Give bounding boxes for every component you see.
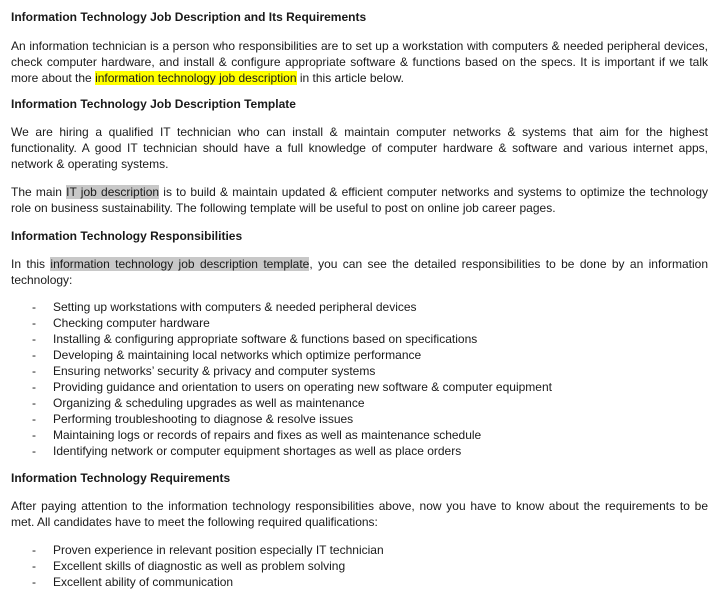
bullet-dash: - [32,316,36,330]
main-text-end: is to build & maintain updated & efficient computer networks and systems to optimize the technology role on business sustainability. The following template will be useful to post on online job career pages. [11,185,708,215]
bullet-dash: - [32,348,36,362]
list-item-text: Organizing & scheduling upgrades as well as maintenance [53,396,365,410]
list-item-text: Proven experience in relevant position especially IT technician [53,543,384,557]
bullet-dash: - [32,300,36,314]
list-item-text: Excellent skills of diagnostic as well as problem solving [53,559,346,573]
bullet-dash: - [32,559,36,573]
bullet-dash: - [32,364,36,378]
highlighted-link-job-description[interactable]: information technology job description [95,71,297,85]
list-item-text: Providing guidance and orientation to users on operating new software & computer equipment [53,380,552,394]
bullet-dash: - [32,332,36,346]
bullet-dash: - [32,575,36,589]
resp-intro-text: In this [11,257,51,271]
list-item-text: Performing troubleshooting to diagnose & resolve issues [53,412,354,426]
intro-text: An information technician is a person who responsibilities are to set up a workstation with computers & needed peripheral devices, check computer hardware, and install & configure appropriate software & functions based on the specs. It is important if we talk more about the [11,39,708,85]
list-item-text: Excellent ability of communication [53,575,234,589]
responsibilities-intro [11,256,708,288]
resp-intro-text-end: , you can see the detailed responsibilities to be done by an information technology: [11,257,708,287]
requirements-intro: After paying attention to the information technology responsibilities above, now you have to know about the requirements to be met. All candidates have to meet the following required qualifications: [11,499,708,529]
highlighted-link-it-job-description[interactable]: IT job description [66,185,160,199]
main-text: The main [11,185,67,199]
list-item-text: Installing & configuring appropriate software & functions based on specifications [53,332,478,346]
hiring-paragraph: We are hiring a qualified IT technician who can install & maintain computer networks & systems that aim for the highest functionality. A good IT technician should have a full knowledge of computer hardware & software and various internet apps, network & operating systems. [11,125,708,171]
list-item-text: Ensuring networks’ security & privacy and computer systems [53,364,376,378]
bullet-dash: - [32,444,36,458]
intro-text-end: in this article below. [296,71,404,85]
requirements-heading: Information Technology Requirements [11,471,231,485]
bullet-dash: - [32,396,36,410]
template-heading: Information Technology Job Description Template [11,97,296,111]
intro-paragraph [11,38,708,86]
main-paragraph [11,184,708,216]
list-item-text: Developing & maintaining local networks which optimize performance [53,348,422,362]
list-item-text: Setting up workstations with computers & needed peripheral devices [53,300,417,314]
list-item-text: Checking computer hardware [53,316,210,330]
document-title: Information Technology Job Description and Its Requirements [11,10,367,24]
bullet-dash: - [32,412,36,426]
bullet-dash: - [32,428,36,442]
list-item-text: Maintaining logs or records of repairs and fixes as well as maintenance schedule [53,428,482,442]
highlighted-link-template[interactable]: information technology job description template [50,257,310,271]
list-item-text: Identifying network or computer equipment shortages as well as place orders [53,444,462,458]
responsibilities-heading: Information Technology Responsibilities [11,229,243,243]
bullet-dash: - [32,543,36,557]
bullet-dash: - [32,380,36,394]
